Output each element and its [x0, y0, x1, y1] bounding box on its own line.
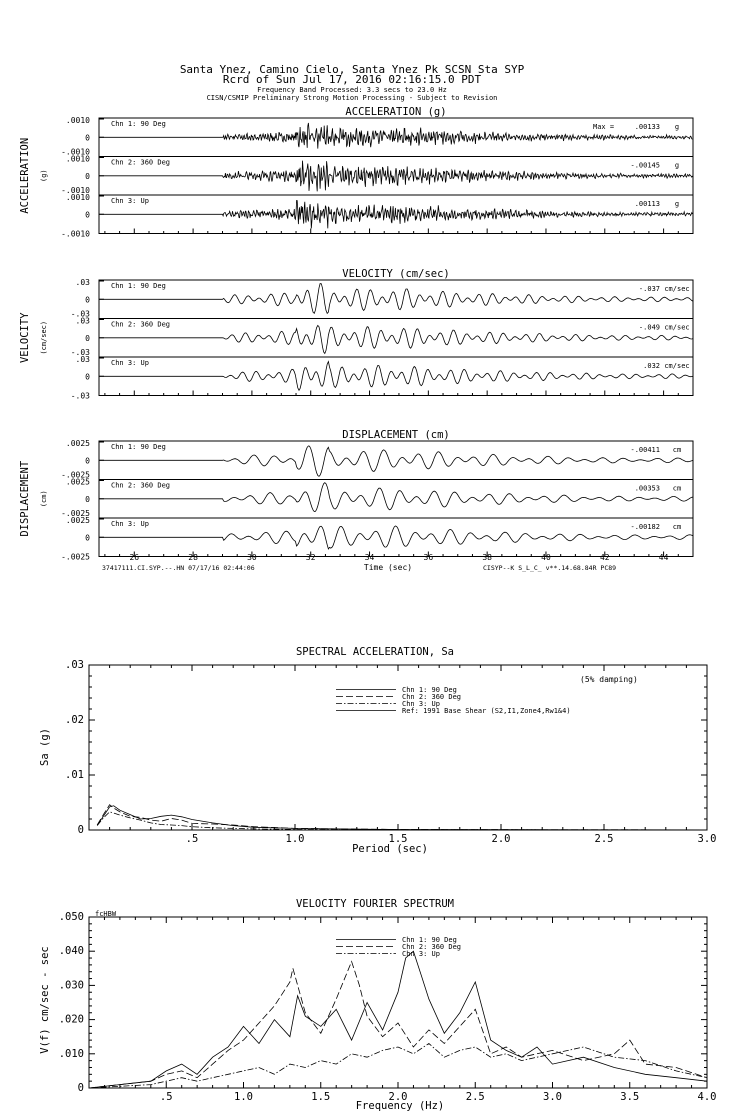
time-tick-label: 44 — [658, 553, 669, 562]
report-header-line2: Rcrd of Sun Jul 17, 2016 02:16:15.0 PDT — [222, 73, 482, 86]
max-label: Max = — [593, 123, 615, 131]
fourier-series-line — [89, 1044, 707, 1089]
sa-series-line — [97, 806, 707, 830]
acc-unit-label: (g) — [40, 169, 48, 183]
vel-peak-value: -.037 — [638, 285, 660, 293]
time-tick-label: 40 — [541, 553, 551, 562]
dis-tick-zero: 0 — [85, 533, 90, 543]
dis-tick-neg: -.0025 — [61, 509, 90, 518]
fourier-corner-note: fcHBW — [95, 910, 117, 918]
sa-x-label: Period (sec) — [352, 843, 428, 855]
sa-x-tick-label: 1.0 — [285, 833, 305, 845]
time-tick-label: 26 — [129, 553, 140, 562]
vel-panel-title: VELOCITY (cm/sec) — [342, 268, 450, 280]
dis-tick-pos: .0025 — [65, 477, 90, 487]
vel-peak-unit: cm/sec — [664, 362, 690, 370]
fourier-chart-frame — [89, 917, 707, 1088]
acc-tick-neg: -.0010 — [61, 229, 90, 239]
vel-tick-zero: 0 — [85, 333, 90, 343]
sa-y-label: Sa (g) — [39, 728, 51, 766]
acc-tick-zero: 0 — [85, 171, 90, 181]
fourier-y-label: V(f) cm/sec - sec — [39, 946, 51, 1054]
dis-peak-value: -.00411 — [630, 446, 660, 454]
vel-tick-pos: .03 — [75, 355, 90, 364]
vel-tick-neg: -.03 — [70, 309, 90, 319]
record-id-footer: 37417111.CI.SYP.--.HN 07/17/16 02:44:06 — [102, 564, 255, 572]
dis-peak-unit: cm — [672, 484, 682, 493]
vel-tick-pos: .03 — [75, 316, 90, 326]
vel-peak-value: -.049 — [638, 323, 660, 332]
dis-channel-name: Chn 1: 90 Deg — [111, 443, 166, 451]
vel-trace — [99, 325, 693, 353]
processing-code-footer: CISYP--K S_L_C_ v**.14.68.84R PC89 — [483, 564, 617, 572]
fourier-x-tick-label: 2.0 — [388, 1091, 408, 1103]
vel-peak-unit: cm/sec — [664, 323, 690, 332]
fourier-series-line — [89, 951, 707, 1088]
fourier-x-tick-label: 4.0 — [697, 1091, 717, 1103]
time-tick-label: 42 — [599, 553, 610, 562]
vel-tick-zero: 0 — [85, 295, 90, 305]
vel-tick-pos: .03 — [75, 278, 90, 287]
acc-tick-pos: .0010 — [65, 116, 90, 125]
sa-legend-label: Chn 2: 360 Deg — [402, 693, 462, 701]
acc-tick-pos: .0010 — [65, 154, 90, 164]
acc-panel — [19, 106, 693, 239]
vel-peak-unit: cm/sec — [664, 285, 690, 293]
acc-panel-title: ACCELERATION (g) — [345, 106, 447, 118]
dis-peak-unit: cm — [672, 446, 682, 454]
dis-panel-title: DISPLACEMENT (cm) — [342, 429, 450, 441]
dis-peak-value: -.00182 — [630, 523, 660, 531]
sa-legend-label: Chn 3: Up — [402, 700, 440, 708]
dis-trace — [99, 483, 693, 512]
time-tick-label: 34 — [364, 553, 375, 562]
fourier-legend-label: Chn 2: 360 Deg — [402, 943, 462, 951]
time-history-panels — [19, 106, 693, 562]
vel-tick-neg: -.03 — [70, 391, 90, 401]
acc-side-label: ACCELERATION — [19, 137, 31, 214]
fourier-y-tick-label: .040 — [58, 945, 84, 958]
time-tick-label: 28 — [188, 553, 198, 562]
sa-damping-note: (5% damping) — [580, 675, 638, 684]
sa-y-tick-label: .02 — [65, 714, 84, 726]
report-header-line4: CISN/CSMIP Preliminary Strong Motion Processing - Subject to Revision — [206, 94, 498, 102]
dis-peak-value: .00353 — [634, 484, 660, 493]
sa-y-tick-label: 0 — [77, 824, 84, 836]
dis-channel-name: Chn 2: 360 Deg — [111, 481, 171, 490]
acc-peak-value: .00113 — [634, 200, 660, 208]
acc-tick-pos: .0010 — [65, 193, 90, 202]
acc-tick-zero: 0 — [85, 133, 90, 143]
acc-peak-value: .00133 — [634, 123, 660, 131]
fourier-y-tick-label: .020 — [58, 1013, 84, 1026]
time-axis-label: Time (sec) — [363, 563, 413, 572]
time-tick-label: 32 — [305, 553, 316, 562]
vel-panel — [19, 268, 693, 401]
fourier-series-line — [89, 962, 707, 1089]
fourier-x-tick-label: 1.5 — [311, 1091, 331, 1103]
fourier-y-tick-label: 0 — [77, 1082, 84, 1094]
report-header-line1: Santa Ynez, Camino Cielo, Santa Ynez Pk SCSN Sta SYP — [179, 63, 525, 76]
dis-tick-zero: 0 — [85, 494, 90, 504]
sa-series-line — [97, 812, 707, 830]
acc-tick-neg: -.0010 — [61, 186, 90, 195]
fourier-x-tick-label: .5 — [159, 1091, 173, 1103]
acc-channel-name: Chn 1: 90 Deg — [111, 120, 166, 128]
fourier-x-tick-label: 1.0 — [234, 1091, 253, 1103]
dis-tick-neg: -.0025 — [61, 552, 90, 562]
sa-x-tick-label: 2.0 — [491, 833, 511, 845]
sa-x-tick-label: 3.0 — [697, 833, 717, 845]
fourier-y-tick-label: .050 — [58, 911, 84, 923]
dis-panel — [19, 429, 693, 562]
dis-trace — [99, 446, 693, 477]
sa-legend-label: Ref: 1991 Base Shear (S2,I1,Zone4,Rw1&4) — [402, 707, 571, 715]
time-tick-label: 38 — [482, 553, 492, 562]
fourier-x-label: Frequency (Hz) — [355, 1100, 445, 1112]
sa-chart-title: SPECTRAL ACCELERATION, Sa — [295, 646, 455, 658]
fourier-x-tick-label: 3.0 — [543, 1091, 562, 1103]
dis-tick-pos: .0025 — [65, 439, 90, 448]
fourier-chart-title: VELOCITY FOURIER SPECTRUM — [295, 898, 455, 910]
fourier-x-tick-label: 3.5 — [620, 1091, 640, 1103]
sa-y-tick-label: .03 — [65, 659, 84, 671]
acc-peak-value: -.00145 — [630, 161, 660, 170]
vel-side-label: VELOCITY — [19, 312, 31, 364]
sa-chart-marks — [65, 659, 716, 845]
sa-series-line — [97, 805, 707, 830]
acc-peak-unit: g — [674, 123, 680, 131]
report-header-line3: Frequency Band Processed: 3.3 secs to 23.0 Hz — [257, 86, 447, 94]
sa-legend-label: Chn 1: 90 Deg — [402, 686, 457, 694]
sa-x-tick-label: 2.5 — [594, 833, 614, 845]
vel-unit-label: (cm/sec) — [40, 320, 48, 355]
fourier-y-tick-label: .030 — [58, 979, 84, 992]
dis-tick-pos: .0025 — [65, 516, 90, 525]
fourier-y-tick-label: .010 — [58, 1047, 84, 1060]
vel-channel-name: Chn 1: 90 Deg — [111, 282, 166, 290]
sa-y-tick-label: .01 — [65, 769, 84, 781]
acc-tick-zero: 0 — [85, 210, 90, 220]
acc-trace — [99, 158, 692, 192]
fourier-chart-marks — [59, 911, 717, 1103]
sa-x-tick-label: 1.5 — [388, 833, 408, 845]
dis-tick-neg: -.0025 — [61, 470, 90, 480]
acc-tick-neg: -.0010 — [61, 147, 90, 157]
vel-trace — [99, 284, 693, 314]
vel-tick-neg: -.03 — [70, 348, 90, 357]
fourier-legend-label: Chn 3: Up — [402, 950, 440, 958]
acc-peak-unit: g — [674, 161, 680, 170]
dis-trace — [99, 526, 693, 549]
acc-channel-name: Chn 2: 360 Deg — [111, 158, 171, 167]
fourier-legend-label: Chn 1: 90 Deg — [402, 936, 457, 944]
vel-channel-name: Chn 3: Up — [111, 359, 149, 367]
acc-peak-unit: g — [674, 200, 680, 208]
fourier-x-tick-label: 2.5 — [465, 1091, 485, 1103]
dis-side-label: DISPLACEMENT — [19, 460, 31, 537]
sa-x-tick-label: .5 — [185, 833, 199, 845]
dis-tick-zero: 0 — [85, 456, 90, 466]
dis-peak-unit: cm — [672, 523, 682, 531]
vel-peak-value: .032 — [643, 362, 660, 370]
time-tick-label: 30 — [247, 553, 257, 562]
vel-channel-name: Chn 2: 360 Deg — [111, 320, 171, 329]
acc-channel-name: Chn 3: Up — [111, 197, 149, 205]
vel-trace — [99, 362, 693, 391]
dis-unit-label: (cm) — [40, 490, 48, 508]
dis-channel-name: Chn 3: Up — [111, 520, 149, 528]
vel-tick-zero: 0 — [85, 372, 90, 382]
acc-trace — [99, 201, 692, 229]
time-tick-label: 36 — [423, 553, 434, 562]
sa-chart-frame — [89, 665, 707, 830]
